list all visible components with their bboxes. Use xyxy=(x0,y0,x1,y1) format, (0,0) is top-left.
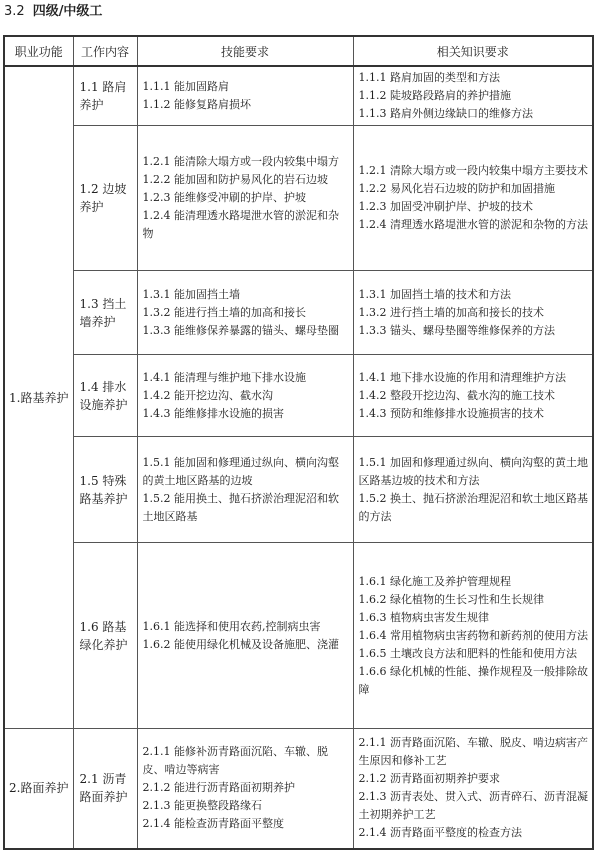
skill-item: 2.1.2 能进行沥青路面初期养护 xyxy=(142,781,295,795)
knowledge-cell xyxy=(353,271,593,355)
skill-item: 1.4.2 能开挖边沟、截水沟 xyxy=(142,388,273,402)
knowledge-item: 1.4.3 预防和维修排水设施损害的技术 xyxy=(358,406,544,420)
skill-item: 2.1.3 能更换整段路缘石 xyxy=(142,799,262,813)
knowledge-item: 1.6.2 绿化植物的生长习性和生长规律 xyxy=(358,592,544,606)
knowledge-item: 1.2.1 清除大塌方或一段内较集中塌方主要技术 xyxy=(358,164,588,177)
work-content-cell: 1.2 边坡养护 xyxy=(73,126,137,271)
skill-item: 1.1.1 能加固路肩 xyxy=(142,80,229,93)
work-content-cell: 1.5 特殊路基养护 xyxy=(73,437,137,543)
work-content-cell: 1.6 路基绿化养护 xyxy=(73,543,137,729)
skill-item: 1.5.2 能用换土、抛石挤淤治理泥沼和软土地区路基 xyxy=(142,491,339,523)
knowledge-item: 2.1.3 沥青表处、贯入式、沥青碎石、沥青混凝土初期养护工艺 xyxy=(358,790,588,822)
work-content-cell: 2.1 沥青路面养护 xyxy=(73,729,137,849)
knowledge-cell xyxy=(353,66,593,126)
knowledge-cell xyxy=(353,126,593,271)
skill-item: 1.5.1 能加固和修理通过纵向、横向沟壑的黄土地区路基的边坡 xyxy=(142,455,339,487)
skills-cell xyxy=(137,437,353,543)
section-heading xyxy=(4,2,102,22)
table-row xyxy=(4,355,593,437)
knowledge-item: 1.3.1 加固挡土墙的技术和方法 xyxy=(358,287,511,301)
work-content-cell: 1.4 排水设施养护 xyxy=(73,355,137,437)
knowledge-item: 1.6.6 绿化机械的性能、操作规程及一般排除故障 xyxy=(358,664,588,696)
skill-item: 1.3.1 能加固挡土墙 xyxy=(142,287,240,301)
knowledge-cell xyxy=(353,355,593,437)
work-content-cell: 1.3 挡土墙养护 xyxy=(73,271,137,355)
function-cell: 1.路基养护 xyxy=(4,66,73,729)
table-row xyxy=(4,126,593,271)
skills-cell xyxy=(137,271,353,355)
skill-item: 1.1.2 能修复路肩损坏 xyxy=(142,98,251,111)
skill-item: 1.2.1 能清除大塌方或一段内较集中塌方 xyxy=(142,155,339,168)
header-work: 工作内容 xyxy=(73,36,137,66)
table-row xyxy=(4,543,593,729)
skills-cell xyxy=(137,543,353,729)
skills-cell xyxy=(137,729,353,849)
skill-item: 1.6.1 能选择和使用农药,控制病虫害 xyxy=(142,619,321,633)
knowledge-item: 1.1.3 路肩外侧边缘缺口的维修方法 xyxy=(358,107,533,120)
knowledge-item: 1.3.2 进行挡土墙的加高和接长的技术 xyxy=(358,305,544,319)
knowledge-item: 1.1.1 路肩加固的类型和方法 xyxy=(358,71,500,84)
knowledge-item: 1.5.2 换土、抛石挤淤治理泥沼和软土地区路基的方法 xyxy=(358,491,588,523)
section-number: 3.2 xyxy=(4,4,25,19)
work-content-cell: 1.1 路肩养护 xyxy=(73,66,137,126)
skill-item: 1.4.1 能清理与维护地下排水设施 xyxy=(142,370,306,384)
knowledge-cell xyxy=(353,729,593,849)
skill-item: 1.2.2 能加固和防护易风化的岩石边坡 xyxy=(142,173,328,186)
knowledge-item: 1.6.3 植物病虫害发生规律 xyxy=(358,610,489,624)
section-title: 四级/中级工 xyxy=(32,4,103,19)
skill-item: 2.1.1 能修补沥青路面沉陷、车辙、脱皮、啃边等病害 xyxy=(142,745,328,777)
knowledge-item: 1.2.2 易风化岩石边坡的防护和加固措施 xyxy=(358,182,555,195)
skill-item: 1.2.3 能维修受冲刷的护岸、护坡 xyxy=(142,191,306,204)
knowledge-item: 1.6.5 土壤改良方法和肥料的性能和使用方法 xyxy=(358,646,577,660)
skill-item: 1.6.2 能使用绿化机械及设备施肥、浇灌 xyxy=(142,637,339,651)
table-row xyxy=(4,437,593,543)
skill-item: 1.3.3 能维修保养暴露的锚头、螺母垫圈 xyxy=(142,323,339,337)
knowledge-item: 2.1.2 沥青路面初期养护要求 xyxy=(358,772,500,786)
skill-item: 2.1.4 能检查沥青路面平整度 xyxy=(142,817,284,831)
knowledge-item: 1.6.4 常用植物病虫害药物和新药剂的使用方法 xyxy=(358,628,588,642)
knowledge-item: 1.1.2 陡坡路段路肩的养护措施 xyxy=(358,89,511,102)
function-cell: 2.路面养护 xyxy=(4,729,73,849)
knowledge-cell xyxy=(353,543,593,729)
skills-cell xyxy=(137,126,353,271)
knowledge-item: 1.4.2 整段开挖边沟、截水沟的施工技术 xyxy=(358,388,555,402)
skill-item: 1.4.3 能维修排水设施的损害 xyxy=(142,406,284,420)
knowledge-item: 2.1.1 沥青路面沉陷、车辙、脱皮、啃边病害产生原因和修补工艺 xyxy=(358,736,588,768)
header-knowledge: 相关知识要求 xyxy=(353,36,593,66)
skill-item: 1.3.2 能进行挡土墙的加高和接长 xyxy=(142,305,306,319)
table-row xyxy=(4,271,593,355)
knowledge-cell xyxy=(353,437,593,543)
skills-cell xyxy=(137,355,353,437)
knowledge-item: 1.5.1 加固和修理通过纵向、横向沟壑的黄土地区路基边坡的技术和方法 xyxy=(358,455,588,487)
header-skills: 技能要求 xyxy=(137,36,353,66)
knowledge-item: 1.4.1 地下排水设施的作用和清理维护方法 xyxy=(358,370,566,384)
knowledge-item: 1.6.1 绿化施工及养护管理规程 xyxy=(358,574,511,588)
header-function: 职业功能 xyxy=(4,36,73,66)
requirements-table xyxy=(3,35,594,850)
skills-cell xyxy=(137,66,353,126)
table-body xyxy=(4,66,593,849)
knowledge-item: 1.2.4 清理透水路堤泄水管的淤泥和杂物的方法 xyxy=(358,218,588,231)
skill-item: 1.2.4 能清理透水路堤泄水管的淤泥和杂物 xyxy=(142,209,339,240)
knowledge-item: 1.3.3 锚头、螺母垫圈等维修保养的方法 xyxy=(358,323,555,337)
knowledge-item: 2.1.4 沥青路面平整度的检查方法 xyxy=(358,826,522,840)
table-header-row xyxy=(4,36,593,66)
table-row xyxy=(4,729,593,849)
table-row xyxy=(4,66,593,126)
knowledge-item: 1.2.3 加固受冲刷护岸、护坡的技术 xyxy=(358,200,533,213)
